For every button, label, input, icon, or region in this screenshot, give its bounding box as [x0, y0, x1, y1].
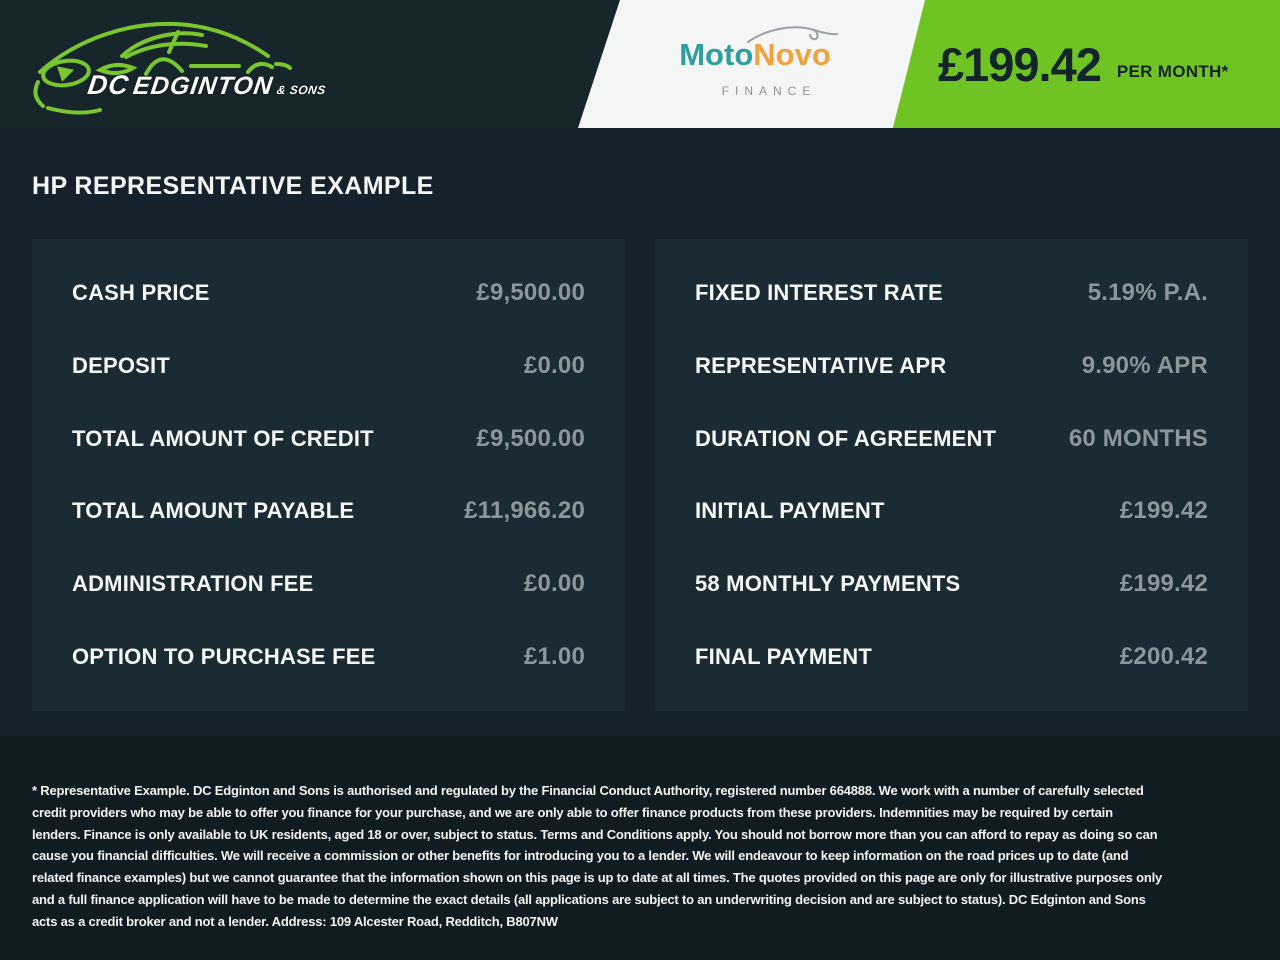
row-label: REPRESENTATIVE APR: [695, 352, 947, 378]
row-label: INITIAL PAYMENT: [695, 498, 885, 524]
table-row: [72, 643, 585, 671]
table-row: [72, 425, 585, 453]
table-row: [695, 570, 1208, 598]
row-value: £9,500.00: [476, 424, 585, 452]
table-row: [72, 497, 585, 525]
motonovo-finance-text: FINANCE: [721, 84, 817, 98]
row-label: ADMINISTRATION FEE: [72, 570, 314, 596]
row-label: TOTAL AMOUNT OF CREDIT: [72, 425, 374, 451]
motonovo-novo-text: Novo: [753, 37, 831, 72]
dealer-wordmark-sons: & SONS: [275, 83, 327, 97]
row-value: £199.42: [1119, 569, 1208, 597]
row-value: £199.42: [1119, 497, 1208, 525]
finance-panels: [32, 239, 1248, 711]
row-label: OPTION TO PURCHASE FEE: [72, 643, 376, 669]
table-row: [72, 279, 585, 307]
header: [0, 0, 1280, 128]
dealer-wordmark-dc: DC: [85, 70, 132, 100]
dealer-wordmark-name: EDGINTON: [131, 72, 275, 100]
motonovo-wordmark: [660, 38, 850, 108]
table-row: [695, 279, 1208, 307]
page-title: HP REPRESENTATIVE EXAMPLE: [32, 172, 434, 200]
row-value: 9.90% APR: [1081, 351, 1208, 379]
dealer-car-icon: [26, 10, 296, 118]
row-value: 60 MONTHS: [1068, 424, 1208, 452]
table-row: [695, 643, 1208, 671]
motonovo-car-swoosh-icon: [744, 22, 840, 48]
disclaimer-text: * Representative Example. DC Edginton and Sons is authorised and regulated by the Financial Conduct Authority, registered number 664888. We work with a number of carefully selected credit providers who may be able to offer you finance for your purchase, and we are only able to offer finance products from these providers. Indemnities may be required by certain lenders. Finance is only available to UK residents, aged 18 or over, subject to status. Terms and Conditions apply. You should not borrow more than you can afford to repay as doing so can cause you financial difficulties. We will receive a commission or other benefits for introducing you to a lender. We will endeavour to keep information on the road prices up to date (and related finance examples) but we cannot guarantee that the information shown on this page is up to date at all times. The quotes provided on this page are only for illustrative purposes only and a full finance application will have to be made to determine the exact details (all applications are subject to an underwriting decision and are subject to status). DC Edginton and Sons acts as a credit broker and not a lender. Address: 109 Alcester Road, Redditch, B807NW: [32, 783, 1163, 929]
row-value: 5.19% P.A.: [1087, 279, 1208, 307]
row-label: FINAL PAYMENT: [695, 643, 872, 669]
row-label: DURATION OF AGREEMENT: [695, 425, 997, 451]
table-row: [72, 352, 585, 380]
row-value: £11,966.20: [464, 497, 585, 525]
row-value: £200.42: [1119, 642, 1208, 670]
row-label: TOTAL AMOUNT PAYABLE: [72, 498, 355, 524]
monthly-price-per-label: PER MONTH*: [1116, 62, 1229, 81]
finance-panel-right: [655, 239, 1248, 711]
monthly-price-banner: [938, 0, 1280, 128]
row-value: £1.00: [523, 642, 585, 670]
row-label: CASH PRICE: [72, 280, 210, 306]
finance-panel-left: [32, 239, 625, 711]
row-label: 58 MONTHLY PAYMENTS: [695, 570, 961, 596]
row-value: £9,500.00: [476, 279, 585, 307]
row-label: FIXED INTEREST RATE: [695, 280, 943, 306]
row-label: DEPOSIT: [72, 352, 170, 378]
table-row: [695, 352, 1208, 380]
monthly-price-amount: £199.42: [938, 37, 1101, 91]
motonovo-moto-text: Moto: [679, 37, 754, 72]
main-content: [0, 128, 1280, 711]
table-row: [695, 497, 1208, 525]
dealer-wordmark: [86, 70, 329, 101]
footer: [0, 736, 1280, 960]
table-row: [72, 570, 585, 598]
motonovo-logo: [660, 20, 850, 108]
row-value: £0.00: [523, 569, 585, 597]
row-value: £0.00: [523, 351, 585, 379]
dealer-logo: [26, 10, 327, 118]
table-row: [695, 425, 1208, 453]
